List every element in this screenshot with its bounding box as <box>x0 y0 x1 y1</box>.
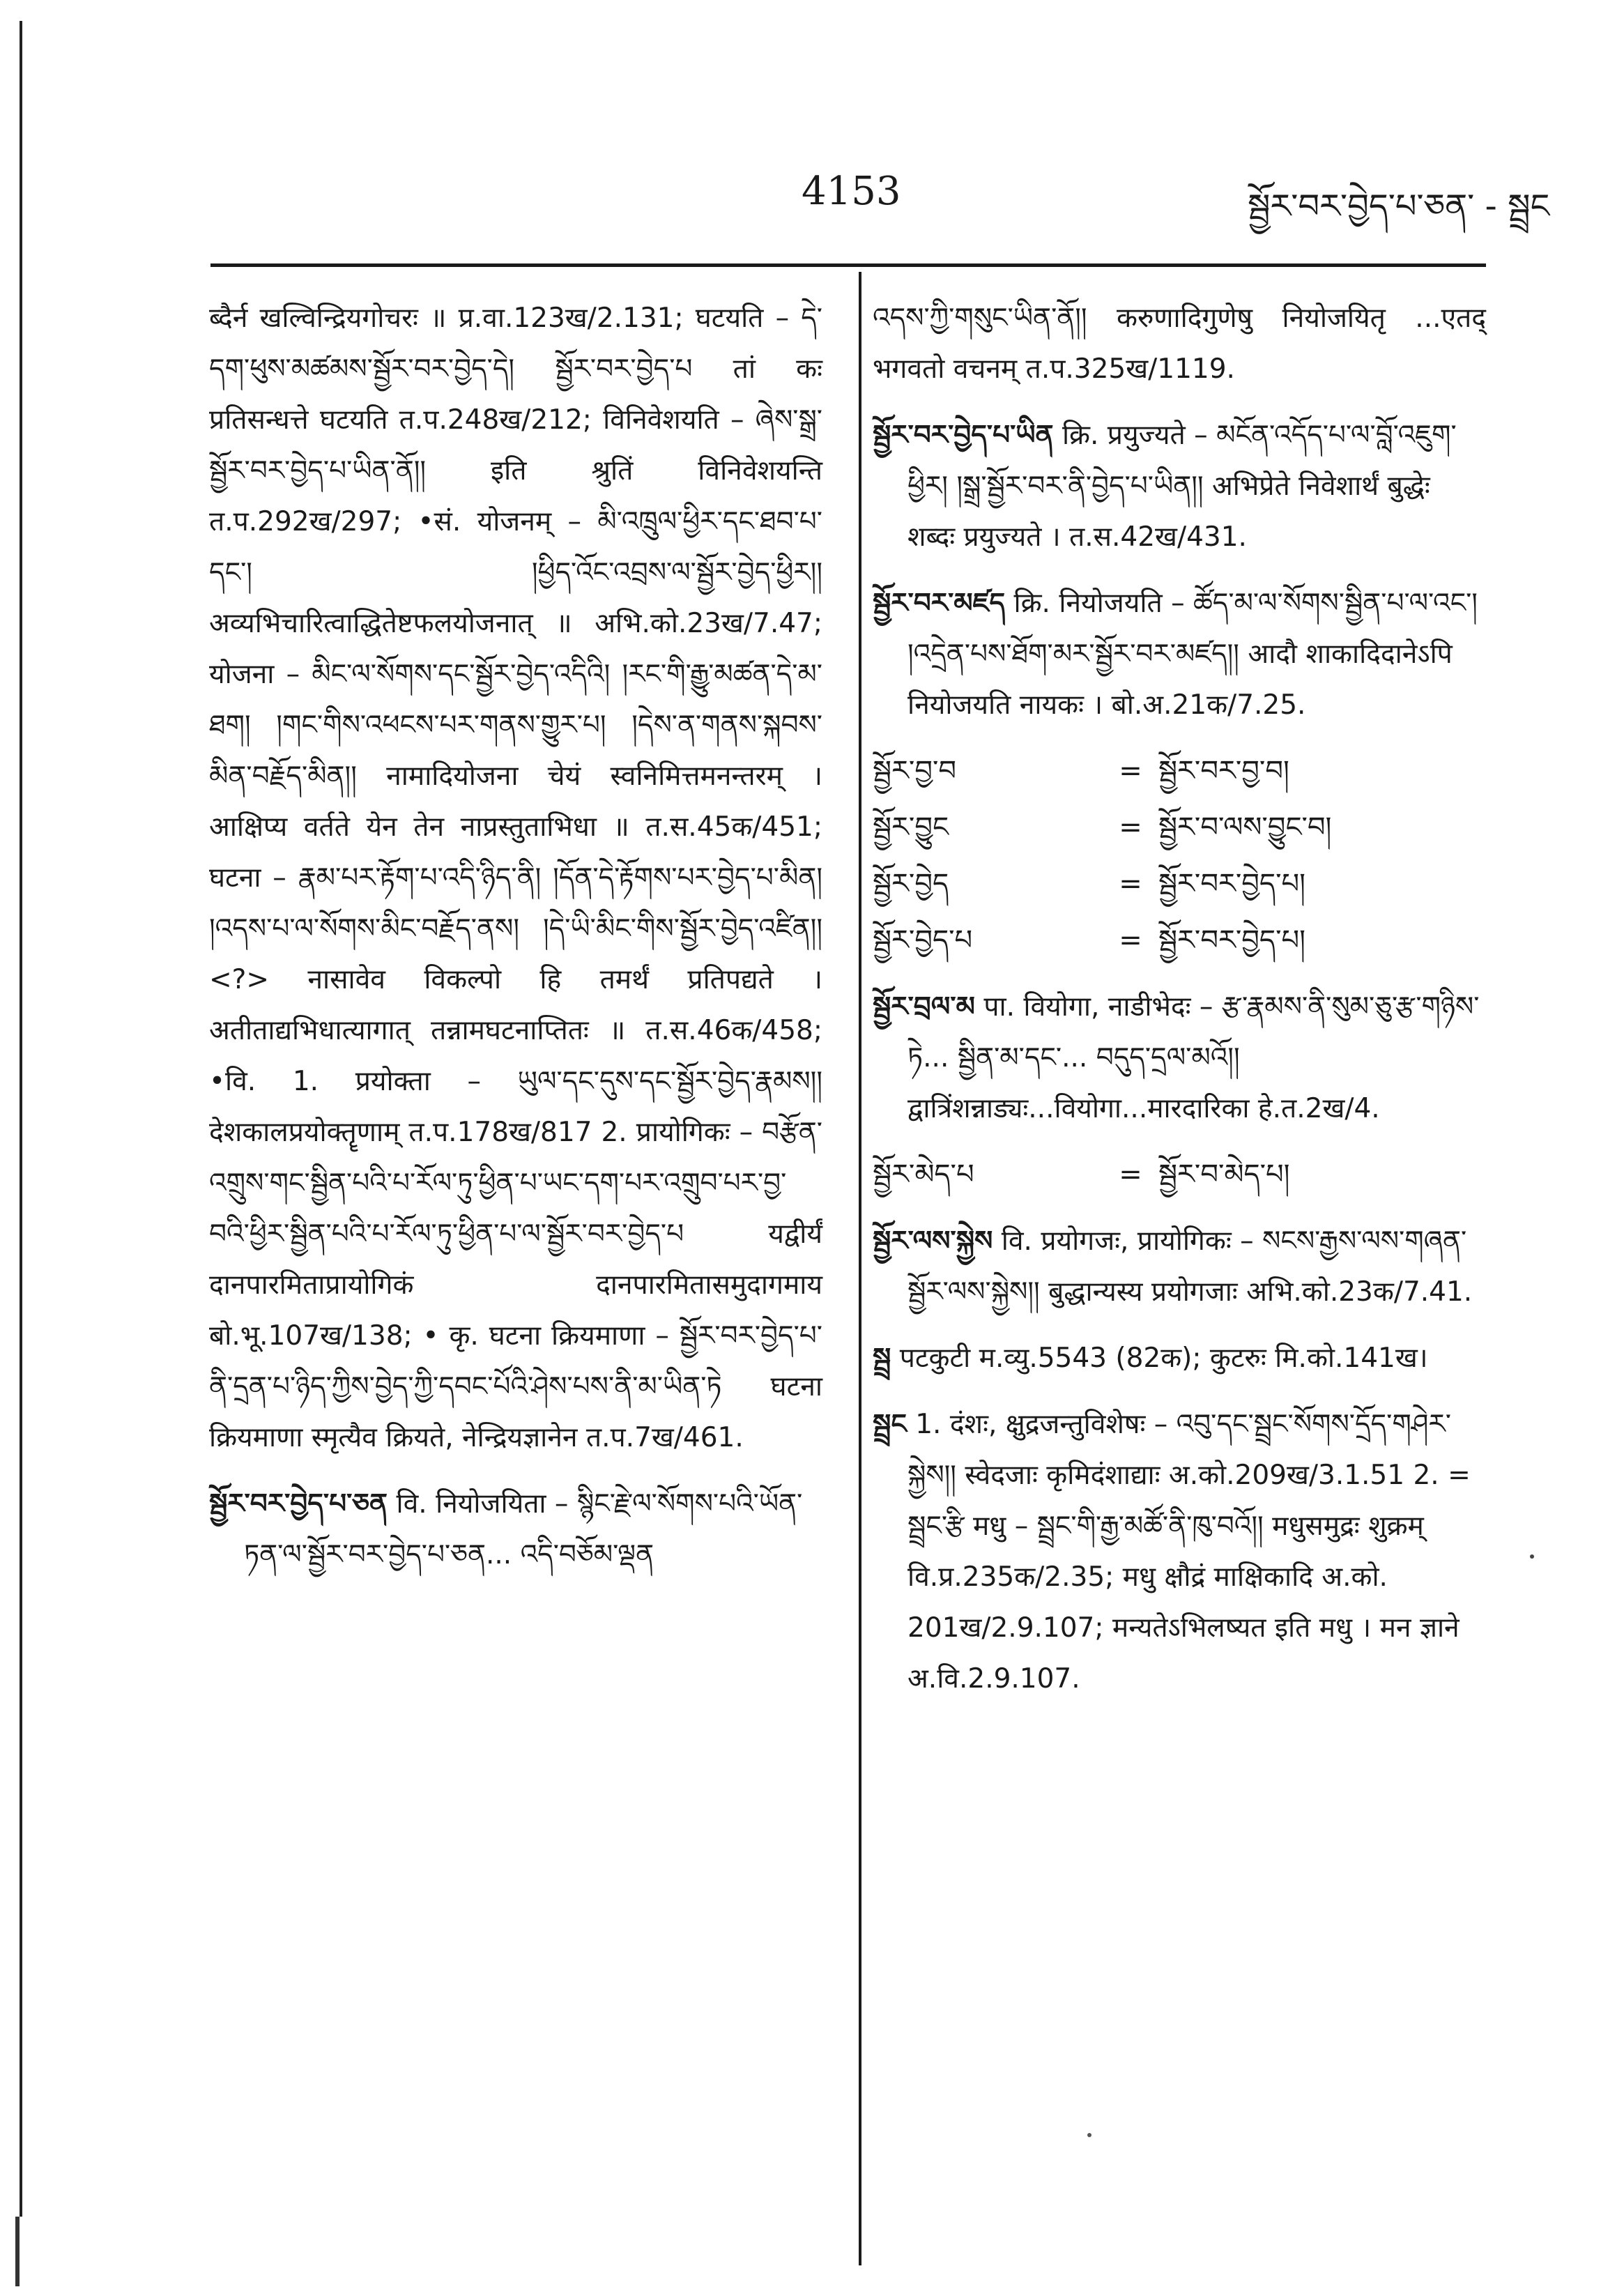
scan-speck <box>1530 1554 1534 1559</box>
xref-equals: = <box>1119 924 1142 956</box>
right-continuation-text: འདས་ཀྱི་གསུང་ཡིན་ནོ།། करुणादिगुणेषु नियोजयितृ ...एतद् भगवतो वचनम् त.प.325ख/1119. <box>873 303 1486 385</box>
left-continuation-text: ब्दैर्न खल्विन्द्रियगोचरः ॥ प्र.वा.123ख/2.131; घटयति – དེ་དག་ཕུས་མཚམས་སྦྱོར་བར་བྱེད་དེ། སྦྱོར་བར་བྱེད་པ तां कः प्रतिसन्धत्ते घटयति त.प.248ख/212; विनिवेशयति – ཞེས་སྒྲ་སྦྱོར་བར་བྱེད་པ་ཡིན་ནོ།། इति श्रुतिं विनिवेशयन्ति त.प.292ख/297; •सं. योजनम् – མི་འཁྲུལ་ཕྱིར་དང་ཐབ་པ་དང་། །ཕྱིད་འོང་འབྲས་ལ་སྦྱོར་བྱེད་ཕྱིར།། अव्यभिचारित्वाद्धितेष्टफलयोजनात् ॥ अभि.को.23ख/7.47; योजना – མིང་ལ་སོགས་དང་སྦྱོར་བྱེད་འདིའི། །རང་གི་རྒྱུ་མཚན་དེ་མ་ཐག། །གང་གིས་འཕངས་པར་གནས་གྱུར་པ། །དེས་ན་གནས་སྐབས་མིན་བརྗོད་མིན།། नामादियोजना चेयं स्वनिमित्तमनन्तरम् । आक्षिप्य वर्तते येन तेन नाप्रस्तुताभिधा ॥ त.स.45क/451; घटना – རྣམ་པར་རྟོག་པ་འདི་ཉིད་ནི། །དོན་དེ་རྟོགས་པར་བྱེད་པ་མིན། །འདས་པ་ལ་སོགས་མིང་བརྗོད་ནས། །དེ་ཡི་མིང་གིས་སྦྱོར་བྱེད་འཛིན།། <?> नासावेव विकल्पो हि तमर्थं प्रतिपद्यते । अतीताद्यभिधात्यागात् तन्नामघटनाप्तितः ॥ त.स.46क/458; •वि. 1. प्रयोक्ता – ཡུལ་དང་དུས་དང་སྦྱོར་བྱེད་རྣམས།། देशकालप्रयोक्तॄणाम् त.प.178ख/817 2. प्रायोगिकः – བརྩོན་འགྲུས་གང་སྦྱིན་པའི་པ་རོལ་ཏུ་ཕྱིན་པ་ཡང་དག་པར་འགྲུབ་པར་བྱ་བའི་ཕྱིར་སྦྱིན་པའི་པ་རོལ་ཏུ་ཕྱིན་པ་ལ་སྦྱོར་བར་བྱེད་པ यद्वीर्यं दानपारमिताप्रायोगिकं दानपारमितासमुदागमाय बो.भू.107ख/138; • कृ. घटना क्रियमाणा – སྦྱོར་བར་བྱེད་པ་ནི་དྲན་པ་ཉིད་ཀྱིས་བྱེད་ཀྱི་དབང་པོའི་ཤེས་པས་ནི་མ་ཡིན་ཏེ घटना क्रियमाणा स्मृत्यैव क्रियते, नेन्द्रियज्ञानेन त.प.7ख/461. <box>209 303 822 1453</box>
xref-term: སྦྱོར་བྱེད་པ <box>873 924 973 956</box>
entry-headword: སྦྱོར་བར་བྱེད་པ་ཡིན <box>873 420 1054 451</box>
xref-target: སྦྱོར་བར་བྱེད་པ། <box>1158 924 1305 956</box>
entry-body: वि. नियोजयिता – སྙིང་རྗེ་ལ་སོགས་པའི་ཡོན་ཏན་ལ་སྦྱོར་བར་བྱེད་པ་ཅན... འདི་བཅོམ་ལྡན <box>244 1488 803 1570</box>
xref-target: སྦྱོར་བ་མེད་པ། <box>1158 1159 1290 1191</box>
xref-term: སྦྱོར་བྱ་བ <box>873 755 956 787</box>
entry-body: क्रि. नियोजयति – ཚོད་མ་ལ་སོགས་སྦྱིན་པ་ལ་འང་། །འདྲེན་པས་ཐོག་མར་སྦྱོར་བར་མཛད།། आदौ शाकादिदानेऽपि नियोजयति नायकः । बो.अ.21क/7.25. <box>907 588 1478 721</box>
entry-headword: སྦྲང <box>873 1409 907 1440</box>
cross-reference <box>873 859 1486 910</box>
cross-reference <box>873 746 1486 797</box>
scan-speck <box>1087 2133 1091 2137</box>
dictionary-entry <box>873 1216 1486 1317</box>
entry-body: पटकुटी म.व्यु.5543 (82क); कुटरुः मि.को.141ख। <box>899 1343 1428 1374</box>
dictionary-entry <box>873 1333 1486 1384</box>
dictionary-entry <box>873 981 1486 1134</box>
entry-body: पा. वियोगा, नाडीभेदः – རྩ་རྣམས་ནི་སུམ་ཅུ་རྩ་གཉིས་ཏེ... སྦྱིན་མ་དང་... བདུད་དྲལ་མའོ།། द्वात्रिंशन्नाड्यः...वियोगा...मारदारिका हे.त.2ख/4. <box>907 991 1480 1124</box>
xref-term: སྦྱོར་བྱུང <box>873 811 949 843</box>
cross-reference <box>873 802 1486 853</box>
entry-body: क्रि. प्रयुज्यते – མངོན་འདོད་པ་ལ་བློ་འཇུག་ཕྱིར། །སྒྲ་སྦྱོར་བར་ནི་བྱེད་པ་ཡིན།། अभिप्रेते निवेशार्थं बुद्धेः शब्दः प्रयुज्यते । त.स.42ख/431. <box>907 420 1457 553</box>
xref-target: སྦྱོར་བར་བྱེད་པ། <box>1158 868 1305 900</box>
entry-headword: སྦྱོར་ལས་སྐྱེས <box>873 1225 993 1257</box>
entry-body: 1. दंशः, क्षुद्रजन्तुविशेषः – འབུ་དང་སྦྲང་སོགས་དྲོད་གཤེར་སྐྱེས།། स्वेदजाः कृमिदंशाद्याः अ.को.209ख/3.1.51 2. = སྦྲང་རྩི मधु – སྦྲང་གི་རྒྱ་མཚོ་ནི་ཁུ་བའོ།། मधुसमुद्रः शुक्रम् वि.प्र.235क/2.35; मधु क्षौद्रं माक्षिकादि अ.को. 201ख/2.9.107; मन्यतेऽभिलष्यत इति मधु । मन ज्ञाने अ.वि.2.9.107. <box>907 1409 1471 1695</box>
cross-reference <box>873 915 1486 966</box>
xref-equals: = <box>1119 1159 1142 1191</box>
header-rule <box>210 263 1486 267</box>
xref-equals: = <box>1119 811 1142 843</box>
dictionary-entry <box>873 410 1486 563</box>
page-header <box>0 162 1624 224</box>
xref-equals: = <box>1119 868 1142 900</box>
xref-term: སྦྱོར་བྱེད <box>873 868 949 900</box>
dictionary-entry <box>873 1399 1486 1704</box>
xref-target: སྦྱོར་བ་ལས་བྱུང་བ། <box>1158 811 1332 843</box>
dictionary-entry <box>209 1478 822 1580</box>
scan-edge-mark <box>15 2217 20 2286</box>
running-head: སྦྱོར་བར་བྱེད་པ་ཅན་ - སྦྲང <box>1248 187 1550 226</box>
entry-headword: སྦྱོར་བར་བྱེད་པ་ཅན <box>209 1488 388 1520</box>
xref-target: སྦྱོར་བར་བྱ་བ། <box>1158 755 1289 787</box>
entry-body: वि. प्रयोगजः, प्रायोगिकः – སངས་རྒྱས་ལས་གཞན་སྦྱོར་ལས་སྐྱེས།། बुद्धान्यस्य प्रयोगजाः अभि.को.23क/7.41. <box>907 1225 1473 1308</box>
entry-headword: སྦྱོར་བྲལ་མ <box>873 991 975 1023</box>
cross-reference <box>873 1149 1486 1200</box>
xref-term: སྦྱོར་མེད་པ <box>873 1159 974 1191</box>
xref-equals: = <box>1119 755 1142 787</box>
entry-headword: སྦྲ <box>873 1343 891 1374</box>
scan-edge-line <box>20 21 22 2217</box>
page-number: 4153 <box>802 169 901 214</box>
right-column <box>873 293 1486 1720</box>
dictionary-entry <box>873 578 1486 731</box>
left-column <box>209 293 822 1596</box>
entry-headword: སྦྱོར་བར་མཛད <box>873 588 1006 619</box>
column-divider <box>859 272 861 2265</box>
